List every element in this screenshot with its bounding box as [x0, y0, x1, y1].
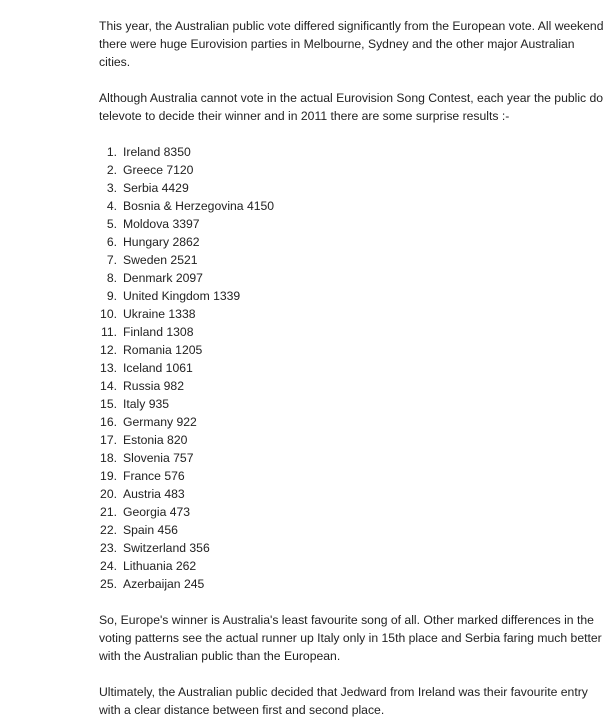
list-item-number: 18.	[100, 451, 117, 465]
list-item	[99, 467, 604, 485]
list-item-number: 1.	[106, 145, 117, 159]
list-item-number: 9.	[106, 289, 117, 303]
list-item-text: Finland 1308	[123, 325, 194, 339]
intro-paragraph: This year, the Australian public vote differed significantly from the European vote. All weekend there were huge Eurovision parties in Melbourne, Sydney and the other major Australian cities.	[99, 19, 604, 69]
list-item	[99, 269, 604, 287]
list-item-number: 12.	[100, 343, 117, 357]
list-item-number: 17.	[100, 433, 117, 447]
list-item	[99, 287, 604, 305]
televote-paragraph: Although Australia cannot vote in the actual Eurovision Song Contest, each year the public do televote to decide their winner and in 2011 there are some surprise results :-	[99, 91, 604, 123]
list-item-text: United Kingdom 1339	[123, 289, 241, 303]
list-item-number: 22.	[100, 523, 117, 537]
list-item	[99, 431, 604, 449]
list-item	[99, 521, 604, 539]
list-item-text: Denmark 2097	[123, 271, 203, 285]
list-item-number: 3.	[106, 181, 117, 195]
results-list	[99, 143, 604, 593]
list-item-number: 23.	[100, 541, 117, 555]
list-item-text: Serbia 4429	[123, 181, 189, 195]
list-item-text: Ukraine 1338	[123, 307, 196, 321]
list-item	[99, 413, 604, 431]
list-item-text: Switzerland 356	[123, 541, 210, 555]
list-item	[99, 251, 604, 269]
list-item-number: 4.	[106, 199, 117, 213]
list-item-number: 2.	[106, 163, 117, 177]
list-item-text: Bosnia & Herzegovina 4150	[123, 199, 275, 213]
list-item-text: Moldova 3397	[123, 217, 200, 231]
list-item-number: 15.	[100, 397, 117, 411]
list-item-number: 19.	[100, 469, 117, 483]
list-item-text: Spain 456	[123, 523, 178, 537]
list-item-text: Azerbaijan 245	[123, 577, 205, 591]
list-item	[99, 323, 604, 341]
list-item	[99, 449, 604, 467]
list-item	[99, 341, 604, 359]
list-item	[99, 179, 604, 197]
list-item-text: Romania 1205	[123, 343, 203, 357]
list-item	[99, 359, 604, 377]
list-item-text: Estonia 820	[123, 433, 188, 447]
list-item-number: 20.	[100, 487, 117, 501]
list-item-text: Georgia 473	[123, 505, 191, 519]
list-item-number: 14.	[100, 379, 117, 393]
list-item-text: Ireland 8350	[123, 145, 191, 159]
list-item	[99, 305, 604, 323]
list-item-text: Germany 922	[123, 415, 197, 429]
list-item-number: 8.	[106, 271, 117, 285]
list-item-text: Austria 483	[123, 487, 185, 501]
list-item	[99, 197, 604, 215]
list-item-number: 16.	[100, 415, 117, 429]
list-item-number: 13.	[100, 361, 117, 375]
list-item	[99, 503, 604, 521]
list-item-text: France 576	[123, 469, 185, 483]
differences-paragraph: So, Europe's winner is Australia's least favourite song of all. Other marked differences in the voting patterns see the actual runner up Italy only in 15th place and Serbia faring much better with the Australian public than the European.	[99, 613, 602, 663]
list-item-text: Hungary 2862	[123, 235, 200, 249]
list-item	[99, 575, 604, 593]
list-item-number: 6.	[106, 235, 117, 249]
list-item	[99, 215, 604, 233]
list-item-text: Sweden 2521	[123, 253, 198, 267]
list-item-text: Greece 7120	[123, 163, 194, 177]
list-item-text: Lithuania 262	[123, 559, 197, 573]
list-item-number: 25.	[100, 577, 117, 591]
list-item-text: Italy 935	[123, 397, 170, 411]
list-item-number: 5.	[106, 217, 117, 231]
list-item-number: 11.	[100, 325, 117, 339]
list-item	[99, 557, 604, 575]
list-item-number: 21.	[100, 505, 117, 519]
list-item-text: Iceland 1061	[123, 361, 193, 375]
list-item	[99, 161, 604, 179]
list-item	[99, 143, 604, 161]
list-item-text: Slovenia 757	[123, 451, 194, 465]
list-item	[99, 233, 604, 251]
list-item-text: Russia 982	[123, 379, 184, 393]
list-item-number: 24.	[100, 559, 117, 573]
article-body	[99, 17, 604, 719]
list-item	[99, 485, 604, 503]
list-item	[99, 395, 604, 413]
conclusion-paragraph: Ultimately, the Australian public decided that Jedward from Ireland was their favourite entry with a clear distance between first and second place.	[99, 685, 588, 717]
list-item-number: 10.	[100, 307, 117, 321]
list-item	[99, 539, 604, 557]
list-item	[99, 377, 604, 395]
list-item-number: 7.	[106, 253, 117, 267]
